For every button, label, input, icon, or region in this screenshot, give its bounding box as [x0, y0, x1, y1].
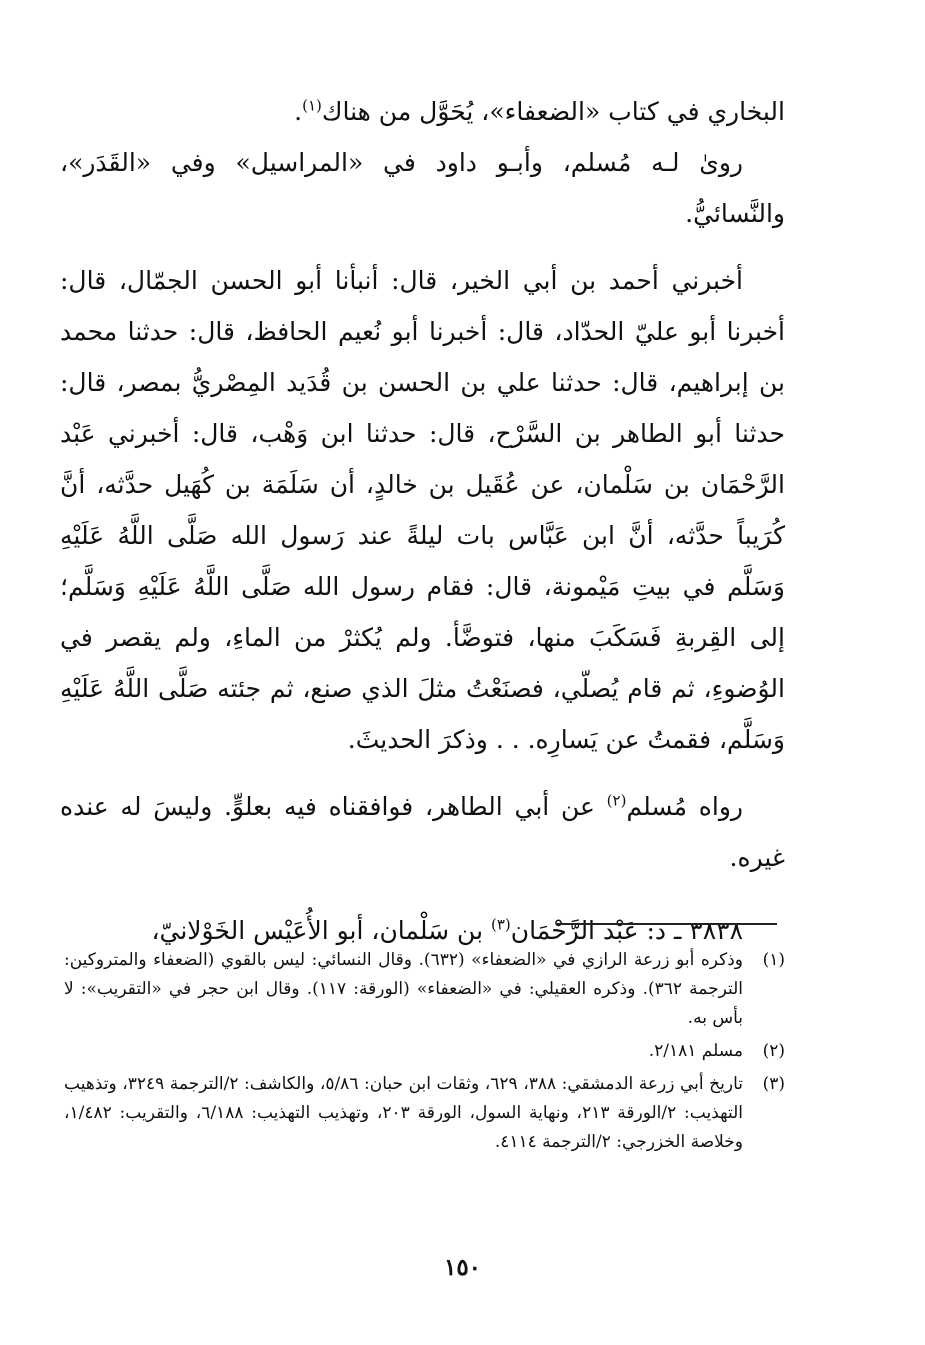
footnote-text: وذكره أبو زرعة الرازي في «الضعفاء» (٦٣٢). وقال النسائي: ليس بالقوي (الضعفاء والمتروكين: الترجمة ٣٦٢). وذكره العقيلي: في «الضعفاء» (الورقة: ١١٧). وقال ابن حجر في «التقريب»: لا بأس به. — [64, 950, 743, 1028]
entry-name-b: بن سَلْمان، أبو الأُعَيْس الخَوْلانيّ، — [151, 916, 491, 945]
page-number: ١٥٠ — [443, 1254, 482, 1281]
paragraph-hadith-chain: أخبرني أحمد بن أبي الخير، قال: أنبأنا أبو الحسن الجمّال، قال: أخبرنا أبو عليّ الحدّاد، قال: أخبرنا أبو نُعيم الحافظ، قال: حدثنا محمد بن إبراهيم، قال: حدثنا علي بن الحسن بن قُدَيد المِصْريُّ بمصر، قال: حدثنا أبو الطاهر بن السَّرْح، قال: حدثنا ابن وَهْب، قال: أخبرني عَبْد الرَّحْمَان بن سَلْمان، عن عُقَيل بن خالدٍ، أن سَلَمَة بن كُهَيل حدَّثه، أنَّ كُرَيباً حدَّثه، أنَّ ابن عَبَّاس بات ليلةً عند رَسول الله صَلَّى اللَّهُ عَلَيْهِ وَسَلَّم في بيتِ مَيْمونة، قال: فقام رسول الله صَلَّى اللَّهُ عَلَيْهِ وَسَلَّم؛ إلى القِربةِ فَسَكَبَ منها، فتوضَّأ. ولم يُكثرْ من الماءِ، ولم يقصر في الوُضوءِ، ثم قام يُصلّي، فصنَعْتُ مثلَ الذي صنع، ثم جئته صَلَّى اللَّهُ عَلَيْهِ وَسَلَّم، فقمتُ عن يَسارِه. . . وذكرَ الحديثَ. — [60, 266, 785, 754]
paragraph-narrators: روىٰ لـه مُسلم، وأبـو داود في «المراسيل» وفي «القَدَر»، والنَّسائيُّ. — [60, 148, 785, 228]
footnote-3 — [64, 1070, 785, 1157]
paragraph-muslim-narration — [60, 781, 785, 883]
footnote-ref-3: (٣) — [490, 915, 511, 934]
footnote-number: (٣) — [762, 1074, 785, 1094]
muslim-text-a: رواه مُسلم — [626, 792, 743, 821]
paragraph-intro — [60, 86, 785, 137]
paragraph-intro-text: البخاري في كتاب «الضعفاء»، يُحَوَّل من هناك — [321, 97, 785, 126]
main-text — [60, 86, 785, 956]
footnote-text: تاريخ أبي زرعة الدمشقي: ٣٨٨، ٦٢٩، وثقات ابن حبان: ٥/٨٦، والكاشف: ٢/الترجمة ٣٢٤٩، وتذهيب التهذيب: ٢/الورقة ٢١٣، ونهاية السول، الورقة ٢٠٣، وتهذيب التهذيب: ٦/١٨٨، والتقريب: ١/٤٨٢، وخلاصة الخزرجي: ٢/الترجمة ٤١١٤. — [64, 1074, 743, 1152]
footnote-divider — [557, 923, 777, 925]
footnote-ref-2: (٢) — [606, 791, 627, 810]
footnotes — [64, 946, 785, 1161]
footnote-2 — [64, 1037, 785, 1066]
footnote-ref-1: (١) — [302, 96, 322, 115]
footnote-number: (١) — [762, 950, 785, 970]
footnote-number: (٢) — [762, 1041, 785, 1061]
footnote-1 — [64, 946, 785, 1033]
paragraph-intro-end: . — [294, 97, 303, 126]
muslim-text-b: عن أبي الطاهر، فوافقناه فيه بعلوٍّ. وليسَ له عنده غيره. — [60, 792, 785, 872]
footnote-text: مسلم ٢/١٨١. — [648, 1041, 743, 1061]
entry-number: ٣٨٣٨ ـ د: — [638, 916, 743, 945]
entry-name-a: عَبْد الرَّحْمَان — [510, 916, 639, 945]
